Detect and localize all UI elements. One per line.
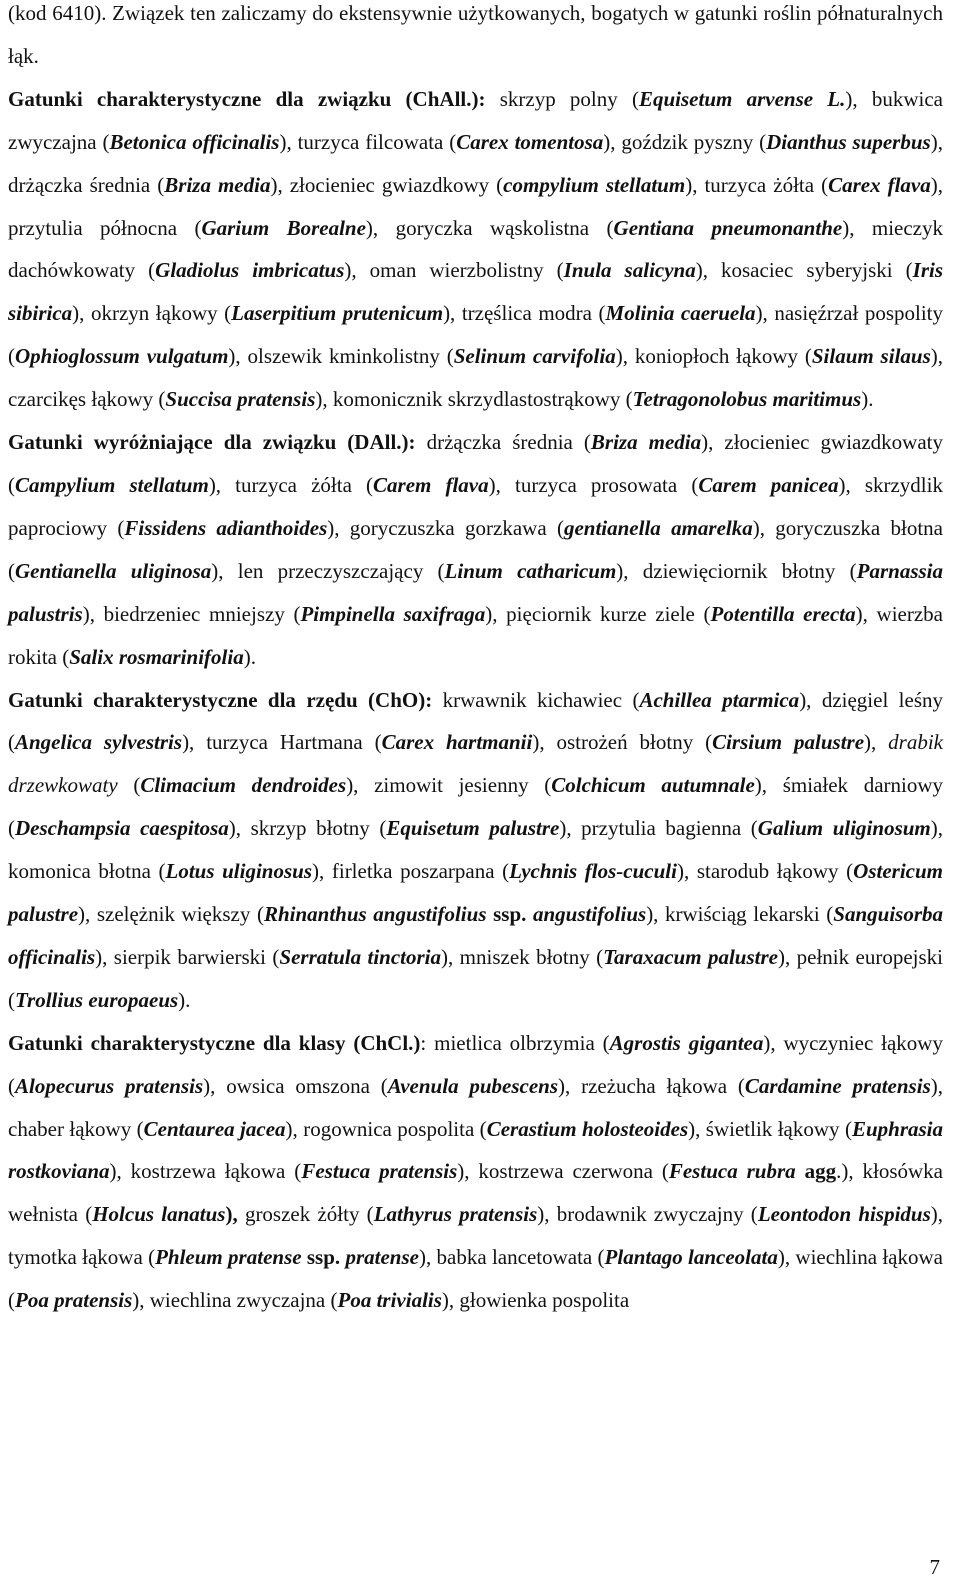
- species-name: Lychnis flos-cuculi: [509, 859, 677, 884]
- species-wrapper: [487, 1117, 688, 1141]
- species-name: Carex tomentosa: [456, 129, 604, 154]
- species-name: pratense: [345, 1245, 419, 1270]
- text-run: ), owsica omszona (: [203, 1073, 388, 1098]
- species-wrapper: [712, 730, 864, 754]
- species-wrapper: [166, 859, 313, 883]
- species-name: angustifolius: [532, 902, 647, 927]
- species-wrapper: [388, 1074, 558, 1098]
- species-name: Sanguisorba officinalis: [8, 902, 944, 969]
- text-run: ), głowienka pospolita: [441, 1288, 630, 1313]
- species-name: Lotus uliginosus: [165, 859, 313, 884]
- text-run: ), przytulia północna (: [8, 172, 944, 240]
- text-run: ), biedrzeniec mniejszy (: [82, 601, 301, 626]
- text-run: ), goryczka wąskolistna (: [365, 215, 614, 240]
- species-name: Campylium stellatum: [15, 472, 209, 497]
- section-heading: Gatunki charakterystyczne dla rzędu (ChO):: [8, 687, 433, 712]
- species-wrapper: [605, 1245, 778, 1269]
- species-wrapper: [164, 173, 270, 197]
- species-name: Achillea ptarmica: [639, 687, 800, 712]
- species-name: Festuca pratensis: [301, 1159, 458, 1184]
- text-run: ), starodub łąkowy (: [676, 859, 854, 884]
- species-wrapper: [231, 301, 443, 325]
- text-run: ), wiechlina zwyczajna (: [132, 1288, 338, 1313]
- species-name: Equisetum arvense L.: [638, 86, 846, 111]
- species-wrapper: [758, 816, 931, 840]
- text-run: ), dzięgiel leśny (: [8, 687, 944, 755]
- text-run: ), len przeczyszczający (: [211, 558, 445, 583]
- species-name: Euphrasia rostkoviana: [8, 1116, 944, 1184]
- text-run: ), okrzyn łąkowy (: [72, 301, 232, 326]
- bold-text: ),: [225, 1202, 238, 1227]
- text-run: ), świetlik łąkowy (: [688, 1116, 852, 1141]
- species-name: Carex flava: [828, 172, 931, 197]
- species-name: Iris sibirica: [8, 258, 944, 326]
- text-run: ), kostrzewa łąkowa (: [109, 1159, 302, 1184]
- species-name: Selinum carvifolia: [453, 344, 616, 369]
- text-run: .), kłosówka wełnista (: [8, 1159, 944, 1227]
- species-name: Pimpinella saxifraga: [300, 601, 486, 626]
- species-name: Plantago lanceolata: [604, 1245, 778, 1270]
- species-name: Poa pratensis: [15, 1288, 133, 1313]
- text-run: ), turzyca żółta (: [208, 472, 374, 497]
- species-name: Festuca rubra: [668, 1159, 796, 1184]
- text-run: ), turzyca filcowata (: [279, 129, 457, 154]
- text-run: ), mniszek błotny (: [441, 944, 604, 969]
- text-run: (kod 6410). Związek ten zaliczamy do ekstensywnie użytkowanych, bogatych w gatunki roślin półnaturalnych łąk.: [8, 1, 943, 68]
- species-wrapper: [279, 945, 441, 969]
- text-run: ), rogownica pospolita (: [285, 1116, 487, 1141]
- species-name: Lathyrus pratensis: [373, 1202, 538, 1227]
- species-name: Cirsium palustre: [712, 730, 865, 755]
- species-wrapper: [69, 645, 243, 669]
- species-wrapper: [812, 344, 931, 368]
- text-run: ), dziewięciornik błotny (: [616, 558, 857, 583]
- species-name: Leontodon hispidus: [757, 1202, 931, 1227]
- species-name: Angelica sylvestris: [15, 730, 183, 755]
- paragraph: [8, 0, 943, 78]
- species-name: Serratula tinctoria: [279, 944, 442, 969]
- species-name: Carem panicea: [698, 472, 839, 497]
- species-name: Laserpitium prutenicum: [231, 301, 444, 326]
- species-name: Briza media: [164, 172, 271, 197]
- species-name: gentianella amarelka: [563, 515, 753, 540]
- text-run: ).: [861, 387, 874, 412]
- text-run: ), nasięźrzał pospolity (: [8, 301, 943, 369]
- text-run: [796, 1159, 805, 1183]
- species-wrapper: [15, 344, 228, 368]
- text-run: ), komonica błotna (: [8, 816, 944, 884]
- species-wrapper: [373, 473, 489, 497]
- paragraph: [8, 421, 943, 678]
- species-wrapper: [669, 1159, 796, 1183]
- species-wrapper: [155, 1245, 301, 1269]
- species-name: Equisetum palustre: [386, 816, 560, 841]
- text-run: ), sierpik barwierski (: [95, 944, 280, 969]
- text-run: ), tymotka łąkowa (: [8, 1202, 943, 1270]
- species-name: Gentianella uliginosa: [15, 558, 212, 583]
- text-run: ).: [178, 987, 191, 1012]
- species-wrapper: [124, 516, 327, 540]
- text-run: ), goryczuszka błotna (: [8, 515, 943, 583]
- text-run: ), skrzyp błotny (: [228, 816, 387, 841]
- species-wrapper: [15, 1288, 132, 1312]
- text-run: ), wyczyniec łąkowy (: [8, 1030, 943, 1098]
- species-name: Cardamine pratensis: [744, 1073, 931, 1098]
- text-run: ), firletka poszarpana (: [312, 859, 510, 884]
- document-page: [8, 0, 943, 1322]
- species-wrapper: [828, 173, 931, 197]
- text-run: drżączka średnia (: [415, 430, 591, 455]
- species-name: Parnassia palustris: [8, 558, 944, 626]
- text-run: ), turzyca Hartmana (: [182, 730, 382, 755]
- text-run: ), babka lancetowata (: [418, 1245, 605, 1270]
- species-wrapper: [591, 430, 701, 454]
- species-name: Molinia caeruela: [605, 301, 756, 326]
- species-name: Carem flava: [373, 472, 489, 497]
- text-run: ), ostrożeń błotny (: [532, 730, 713, 755]
- species-wrapper: [15, 473, 209, 497]
- species-wrapper: [15, 559, 211, 583]
- text-run: ), brodawnik zwyczajny (: [537, 1202, 758, 1227]
- text-run: ), kosaciec syberyjski (: [695, 258, 913, 283]
- species-name: Carex hartmanii: [381, 730, 533, 755]
- text-run: ), pełnik europejski (: [8, 944, 944, 1012]
- text-run: ), chaber łąkowy (: [8, 1073, 943, 1141]
- text-run: ), śmiałek darniowy (: [8, 773, 944, 841]
- text-run: ), skrzydlik paprociowy (: [8, 472, 943, 540]
- species-name: Ostericum palustre: [8, 859, 943, 927]
- section-heading: Gatunki wyróżniające dla związku (DAll.):: [8, 430, 416, 455]
- species-wrapper: [503, 173, 685, 197]
- page-number: 7: [929, 1555, 940, 1579]
- species-wrapper: [144, 1117, 286, 1141]
- species-wrapper: [15, 988, 178, 1012]
- species-wrapper: [140, 773, 346, 797]
- species-name: Taraxacum palustre: [603, 944, 778, 969]
- text-run: ), trzęślica modra (: [443, 301, 606, 326]
- species-wrapper: [15, 816, 229, 840]
- text-run: ), goryczuszka gorzkawa (: [327, 515, 564, 540]
- section-heading: Gatunki charakterystyczne dla klasy (ChCl.): [8, 1030, 421, 1055]
- text-run: ), komonicznik skrzydlastostrąkowy (: [315, 387, 633, 412]
- species-name: Tetragonolobus maritimus: [632, 387, 862, 412]
- text-run: ), złocieniec gwiazdkowy (: [270, 172, 504, 197]
- species-name: Inula salicyna: [563, 258, 696, 283]
- species-wrapper: [639, 87, 845, 111]
- paragraph: [8, 78, 943, 421]
- species-wrapper: [533, 902, 646, 926]
- species-name: compylium stellatum: [503, 172, 686, 197]
- species-wrapper: [15, 1074, 203, 1098]
- species-wrapper: [745, 1074, 931, 1098]
- text-run: ), szelężnik większy (: [78, 902, 264, 927]
- species-name: Fissidens adianthoides: [124, 515, 328, 540]
- species-wrapper: [633, 387, 862, 411]
- species-name: Succisa pratensis: [165, 387, 316, 412]
- text-run: ), turzyca żółta (: [685, 172, 829, 197]
- species-wrapper: [766, 130, 931, 154]
- species-name: Poa trivialis: [337, 1288, 442, 1313]
- species-wrapper: [456, 130, 603, 154]
- text-run: ), turzyca prosowata (: [488, 472, 699, 497]
- species-wrapper: [758, 1202, 931, 1226]
- species-name: Gladiolus imbricatus: [155, 258, 345, 283]
- species-name: Avenula pubescens: [387, 1073, 559, 1098]
- species-name: Garium Borealne: [201, 215, 366, 240]
- text-run: ), kostrzewa czerwona (: [457, 1159, 669, 1184]
- text-run: ).: [243, 644, 256, 669]
- bold-text: ssp.: [306, 1245, 341, 1270]
- text-run: [526, 902, 533, 926]
- species-wrapper: [614, 216, 843, 240]
- text-run: ), bukwica zwyczajna (: [8, 86, 943, 154]
- species-name: Cerastium holosteoides: [486, 1116, 689, 1141]
- italic-text: drabik drzewkowaty: [8, 730, 943, 798]
- species-wrapper: [300, 602, 485, 626]
- species-name: Dianthus superbus: [766, 129, 931, 154]
- paragraph: [8, 679, 943, 1022]
- text-run: krwawnik kichawiec (: [432, 687, 640, 712]
- text-run: skrzyp polny (: [485, 86, 639, 111]
- species-wrapper: [201, 216, 365, 240]
- species-name: Agrostis gigantea: [609, 1030, 764, 1055]
- document-body: [8, 0, 943, 1322]
- species-wrapper: [639, 688, 799, 712]
- species-wrapper: [445, 559, 617, 583]
- text-run: ), rzeżucha łąkowa (: [558, 1073, 745, 1098]
- species-wrapper: [386, 816, 559, 840]
- section-heading: Gatunki charakterystyczne dla związku (ChAll.):: [8, 86, 486, 111]
- text-run: ), koniopłoch łąkowy (: [615, 344, 812, 369]
- species-name: Potentilla erecta: [710, 601, 856, 626]
- species-wrapper: [92, 1202, 225, 1226]
- text-run: ), wierzba rokita (: [8, 601, 944, 669]
- species-name: Ophioglossum vulgatum: [15, 344, 229, 369]
- text-run: ), oman wierzbolistny (: [344, 258, 564, 283]
- species-wrapper: [606, 301, 756, 325]
- text-run: ), zimowit jesienny (: [346, 773, 552, 798]
- species-name: Silaum silaus: [811, 344, 931, 369]
- species-name: Deschampsia caespitosa: [15, 816, 229, 841]
- text-run: ), czarcikęs łąkowy (: [8, 344, 943, 412]
- bold-text: agg: [804, 1159, 837, 1184]
- species-name: Phleum pratense: [155, 1245, 302, 1270]
- text-run: ),: [864, 730, 889, 755]
- species-name: Trollius europaeus: [15, 987, 179, 1012]
- text-run: ), wiechlina łąkowa (: [8, 1245, 943, 1313]
- text-run: ), goździk pyszny (: [603, 129, 767, 154]
- species-wrapper: [155, 258, 344, 282]
- species-wrapper: [711, 602, 856, 626]
- text-run: ), olszewik kminkolistny (: [228, 344, 454, 369]
- species-wrapper: [698, 473, 838, 497]
- text-run: ), krwiściąg lekarski (: [646, 902, 834, 927]
- species-wrapper: [603, 945, 778, 969]
- species-name: Holcus lanatus: [92, 1202, 226, 1227]
- species-wrapper: [374, 1202, 538, 1226]
- species-name: Linum catharicum: [444, 558, 617, 583]
- species-name: Alopecurus pratensis: [15, 1073, 204, 1098]
- species-name: Climacium dendroides: [140, 773, 347, 798]
- text-run: : mietlica olbrzymia (: [420, 1030, 610, 1055]
- species-wrapper: [509, 859, 677, 883]
- species-wrapper: [382, 730, 533, 754]
- species-wrapper: [301, 1159, 457, 1183]
- species-name: Galium uliginosum: [757, 816, 931, 841]
- text-run: ), złocieniec gwiazdkowaty (: [8, 430, 943, 497]
- species-name: Rhinanthus angustifolius: [263, 902, 487, 927]
- species-wrapper: [610, 1031, 764, 1055]
- species-name: Salix rosmarinifolia: [69, 644, 244, 669]
- species-name: Betonica officinalis: [109, 129, 280, 154]
- text-run: (: [117, 773, 141, 798]
- species-name: Briza media: [590, 430, 702, 455]
- species-wrapper: [454, 344, 616, 368]
- species-wrapper: [338, 1288, 442, 1312]
- bold-text: ssp.: [493, 902, 527, 927]
- species-wrapper: [564, 258, 696, 282]
- species-wrapper: [564, 516, 753, 540]
- paragraph: [8, 1022, 943, 1322]
- species-name: Centaurea jacea: [143, 1116, 286, 1141]
- text-run: ), pięciornik kurze ziele (: [485, 601, 711, 626]
- species-name: Gentiana pneumonanthe: [613, 215, 843, 240]
- species-wrapper: [264, 902, 487, 926]
- text-run: ), mieczyk dachówkowaty (: [8, 215, 944, 283]
- text-run: groszek żółty (: [237, 1202, 374, 1227]
- species-wrapper: [165, 387, 315, 411]
- species-name: Colchicum autumnale: [551, 773, 755, 798]
- species-wrapper: [551, 773, 755, 797]
- text-run: ), drżączka średnia (: [8, 129, 943, 197]
- species-wrapper: [15, 730, 182, 754]
- species-wrapper: [109, 130, 279, 154]
- species-wrapper: [345, 1245, 419, 1269]
- text-run: ), przytulia bagienna (: [559, 816, 758, 841]
